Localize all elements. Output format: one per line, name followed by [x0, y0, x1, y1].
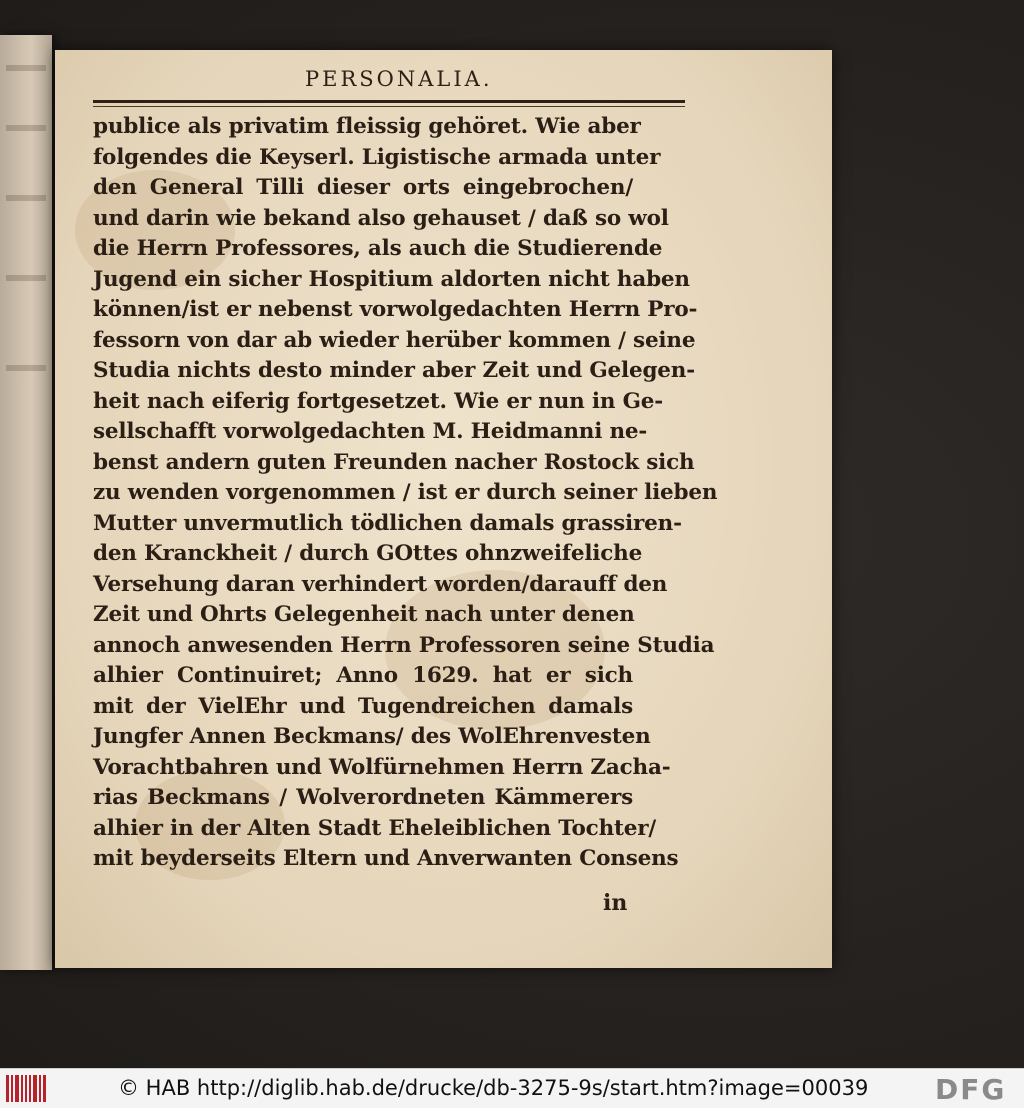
catchword: in [603, 890, 628, 916]
text-line: heit nach eiferig fortgesetzet. Wie er nun in Ge- [93, 388, 663, 414]
hab-logo-icon [6, 1075, 46, 1102]
text-line: Vorachtbahren und Wolfürnehmen Herrn Zacha- [93, 754, 671, 780]
text-line: Jungfer Annen Beckmans/ des WolEhrenvesten [93, 724, 651, 749]
scanned-page [55, 50, 832, 968]
text-line: Mutter unvermutlich tödlichen damals grassiren- [93, 510, 682, 536]
text-line: alhier Continuiret; Anno 1629. hat er sich [93, 663, 633, 688]
text-line: können/ist er nebenst vorwolgedachten Herrn Pro- [93, 297, 698, 322]
text-line: sellschafft vorwolgedachten M. Heidmanni ne- [93, 419, 648, 444]
header-rule [93, 100, 685, 103]
text-line: alhier in der Alten Stadt Eheleiblichen Tochter/ [93, 815, 656, 841]
text-line: Jugend ein sicher Hospitium aldorten nicht haben [93, 266, 690, 292]
previous-page-edge [0, 35, 52, 970]
text-line: den Kranckheit / durch GOttes ohnzweifeliche [93, 541, 643, 566]
text-line: rias Beckmans / Wolverordneten Kämmerers [93, 785, 633, 810]
previous-page-text-fragment [6, 125, 46, 131]
text-line: mit der VielEhr und Tugendreichen damals [93, 693, 633, 719]
text-line: folgendes die Keyserl. Ligistische armada unter [93, 144, 661, 170]
footer-bar [0, 1068, 1024, 1108]
text-line: und darin wie bekand also gehauset / daß so wol [93, 205, 669, 231]
body-text [93, 112, 718, 875]
text-line: Studia nichts desto minder aber Zeit und Gelegen- [93, 358, 695, 383]
text-line: den General Tilli dieser orts eingebrochen/ [93, 175, 633, 200]
previous-page-text-fragment [6, 365, 46, 371]
dfg-logo: DFG [935, 1073, 1007, 1106]
header-rule-thin [93, 106, 685, 107]
previous-page-text-fragment [6, 195, 46, 201]
text-line: fessorn von dar ab wieder herüber kommen / seine [93, 327, 696, 353]
text-line: publice als privatim fleissig gehöret. Wie aber [93, 114, 641, 139]
previous-page-text-fragment [6, 275, 46, 281]
text-line: annoch anwesenden Herrn Professoren seine Studia [93, 632, 715, 658]
copyright-link[interactable]: © HAB http://diglib.hab.de/drucke/db-3275-9s/start.htm?image=00039 [118, 1076, 869, 1100]
running-head: PERSONALIA. [305, 67, 493, 91]
text-line: die Herrn Professores, als auch die Studierende [93, 236, 663, 261]
text-line: zu wenden vorgenommen / ist er durch seiner lieben [93, 480, 718, 505]
text-line: Zeit und Ohrts Gelegenheit nach unter denen [93, 602, 635, 627]
text-line: Versehung daran verhindert worden/darauff den [93, 571, 668, 597]
previous-page-text-fragment [6, 65, 46, 71]
text-line: mit beyderseits Eltern und Anverwanten Consens [93, 846, 679, 871]
text-line: benst andern guten Freunden nacher Rostock sich [93, 449, 695, 475]
